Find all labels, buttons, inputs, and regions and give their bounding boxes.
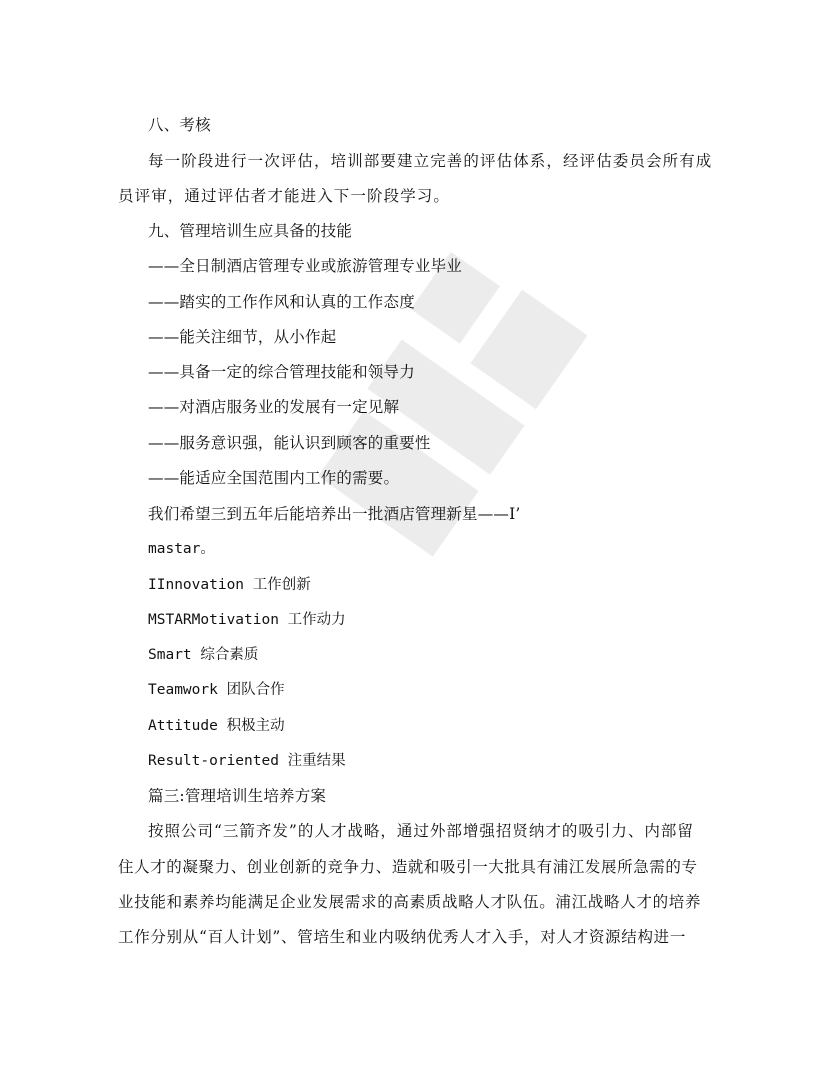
paragraph-line: 业技能和素养均能满足企业发展需求的高素质战略人才队伍。浦江战略人才的培养 — [118, 893, 702, 911]
paragraph-line: mastar。 — [148, 541, 215, 557]
list-item: ——能关注细节，从小作起 — [148, 328, 337, 346]
list-item: IInnovation 工作创新 — [148, 577, 311, 593]
list-item: Result-oriented 注重结果 — [148, 753, 346, 769]
list-item: ——能适应全国范围内工作的需要。 — [148, 469, 400, 487]
list-item: Teamwork 团队合作 — [148, 682, 285, 698]
paragraph-line: 工作分别从“百人计划”、管培生和业内吸纳优秀人才入手，对人才资源结构进一 — [118, 928, 687, 946]
paragraph-line: 我们希望三到五年后能培养出一批酒店管理新星——I’ — [148, 505, 521, 523]
section-heading-skills: 九、管理培训生应具备的技能 — [148, 222, 353, 240]
paragraph-line: 每一阶段进行一次评估，培训部要建立完善的评估体系，经评估委员会所有成 — [148, 152, 713, 170]
list-item: ——全日制酒店管理专业或旅游管理专业毕业 — [148, 257, 463, 275]
list-item: Attitude 积极主动 — [148, 718, 285, 734]
list-item: Smart 综合素质 — [148, 647, 259, 663]
list-item: ——对酒店服务业的发展有一定见解 — [148, 398, 400, 416]
paragraph-line: 按照公司“三箭齐发”的人才战略，通过外部增强招贤纳才的吸引力、内部留 — [148, 822, 694, 840]
list-item: ——具备一定的综合管理技能和领导力 — [148, 363, 415, 381]
list-item: ——服务意识强，能认识到顾客的重要性 — [148, 434, 431, 452]
paragraph-line: 住人才的凝聚力、创业创新的竞争力、造就和吸引一大批具有浦江发展所急需的专 — [118, 858, 698, 876]
section-heading-part-three: 篇三:管理培训生培养方案 — [148, 787, 327, 805]
list-item: MSTARMotivation 工作动力 — [148, 612, 346, 628]
list-item: ——踏实的工作作风和认真的工作态度 — [148, 293, 415, 311]
paragraph-line: 员评审，通过评估者才能进入下一阶段学习。 — [118, 187, 451, 205]
section-heading-assessment: 八、考核 — [148, 116, 211, 134]
